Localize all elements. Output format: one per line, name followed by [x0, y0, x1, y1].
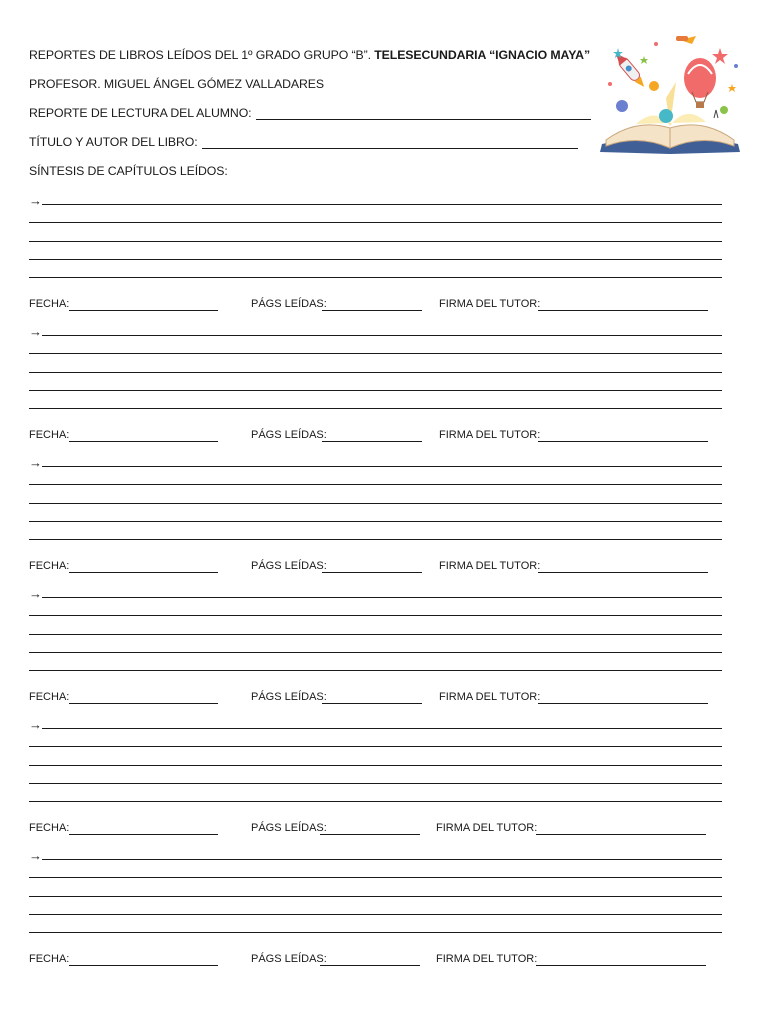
pages-field[interactable] — [322, 572, 422, 573]
tutor-label: FIRMA DEL TUTOR: — [439, 691, 541, 703]
writing-line[interactable] — [29, 896, 722, 897]
arrow-icon: → — [29, 193, 42, 208]
writing-line[interactable] — [29, 390, 722, 391]
footer-row-1 — [29, 298, 722, 312]
open-book-illustration-icon — [596, 26, 744, 162]
writing-line[interactable] — [42, 204, 722, 205]
header-line-student — [29, 106, 591, 120]
writing-line[interactable] — [29, 222, 722, 223]
date-field[interactable] — [69, 965, 218, 966]
book-label: TÍTULO Y AUTOR DEL LIBRO: — [29, 135, 198, 149]
arrow-icon: → — [29, 324, 42, 339]
writing-line[interactable] — [29, 615, 722, 616]
student-label: REPORTE DE LECTURA DEL ALUMNO: — [29, 106, 252, 120]
footer-row-4 — [29, 691, 722, 705]
writing-line[interactable] — [29, 801, 722, 802]
arrow-icon: → — [29, 717, 42, 732]
pages-label: PÁGS LEÍDAS: — [251, 560, 327, 572]
header-line-book — [29, 135, 578, 149]
writing-line[interactable] — [29, 241, 722, 242]
book-title-author-field[interactable] — [202, 136, 578, 149]
date-field[interactable] — [69, 310, 218, 311]
date-field[interactable] — [69, 441, 218, 442]
tutor-signature-field[interactable] — [536, 834, 706, 835]
date-label: FECHA: — [29, 298, 70, 310]
date-field[interactable] — [69, 834, 218, 835]
tutor-signature-field[interactable] — [538, 703, 708, 704]
writing-line[interactable] — [29, 539, 722, 540]
arrow-icon: → — [29, 586, 42, 601]
writing-line[interactable] — [29, 746, 722, 747]
writing-line[interactable] — [29, 652, 722, 653]
writing-line[interactable] — [42, 597, 722, 598]
date-label: FECHA: — [29, 953, 70, 965]
writing-line[interactable] — [29, 277, 722, 278]
header-line-synthesis — [29, 164, 228, 178]
tutor-signature-field[interactable] — [538, 441, 708, 442]
writing-line[interactable] — [29, 765, 722, 766]
writing-line[interactable] — [42, 728, 722, 729]
writing-line[interactable] — [29, 372, 722, 373]
writing-line[interactable] — [29, 914, 722, 915]
writing-line[interactable] — [29, 932, 722, 933]
header-line-title — [29, 48, 590, 62]
pages-label: PÁGS LEÍDAS: — [251, 429, 327, 441]
pages-label: PÁGS LEÍDAS: — [251, 822, 327, 834]
footer-row-2 — [29, 429, 722, 443]
footer-row-5 — [29, 822, 722, 836]
pages-field[interactable] — [322, 703, 422, 704]
writing-line[interactable] — [42, 335, 722, 336]
writing-line[interactable] — [29, 521, 722, 522]
writing-line[interactable] — [29, 670, 722, 671]
tutor-label: FIRMA DEL TUTOR: — [436, 822, 538, 834]
writing-line[interactable] — [29, 783, 722, 784]
writing-line[interactable] — [29, 634, 722, 635]
writing-line[interactable] — [29, 877, 722, 878]
writing-line[interactable] — [29, 408, 722, 409]
arrow-icon: → — [29, 455, 42, 470]
synthesis-label: SÍNTESIS DE CAPÍTULOS LEÍDOS: — [29, 164, 228, 178]
arrow-icon: → — [29, 848, 42, 863]
pages-field[interactable] — [320, 965, 420, 966]
pages-label: PÁGS LEÍDAS: — [251, 691, 327, 703]
tutor-signature-field[interactable] — [536, 965, 706, 966]
pages-field[interactable] — [322, 310, 422, 311]
writing-line[interactable] — [42, 859, 722, 860]
tutor-label: FIRMA DEL TUTOR: — [436, 953, 538, 965]
pages-label: PÁGS LEÍDAS: — [251, 298, 327, 310]
date-label: FECHA: — [29, 560, 70, 572]
pages-field[interactable] — [320, 834, 420, 835]
header-line-teacher — [29, 77, 324, 91]
footer-row-6 — [29, 953, 722, 967]
writing-line[interactable] — [29, 353, 722, 354]
header-title-prefix: REPORTES DE LIBROS LEÍDOS DEL 1º GRADO GRUPO “B”. — [29, 48, 371, 62]
teacher-name: PROFESOR. MIGUEL ÁNGEL GÓMEZ VALLADARES — [29, 77, 324, 91]
date-field[interactable] — [69, 572, 218, 573]
tutor-label: FIRMA DEL TUTOR: — [439, 560, 541, 572]
date-label: FECHA: — [29, 429, 70, 441]
tutor-signature-field[interactable] — [538, 310, 708, 311]
header-school-name: TELESECUNDARIA “IGNACIO MAYA” — [374, 48, 591, 62]
tutor-label: FIRMA DEL TUTOR: — [439, 429, 541, 441]
writing-line[interactable] — [29, 259, 722, 260]
date-label: FECHA: — [29, 822, 70, 834]
writing-line[interactable] — [29, 484, 722, 485]
tutor-label: FIRMA DEL TUTOR: — [439, 298, 541, 310]
tutor-signature-field[interactable] — [538, 572, 708, 573]
writing-line[interactable] — [42, 466, 722, 467]
date-label: FECHA: — [29, 691, 70, 703]
student-name-field[interactable] — [256, 107, 591, 120]
writing-line[interactable] — [29, 503, 722, 504]
footer-row-3 — [29, 560, 722, 574]
date-field[interactable] — [69, 703, 218, 704]
pages-field[interactable] — [322, 441, 422, 442]
pages-label: PÁGS LEÍDAS: — [251, 953, 327, 965]
